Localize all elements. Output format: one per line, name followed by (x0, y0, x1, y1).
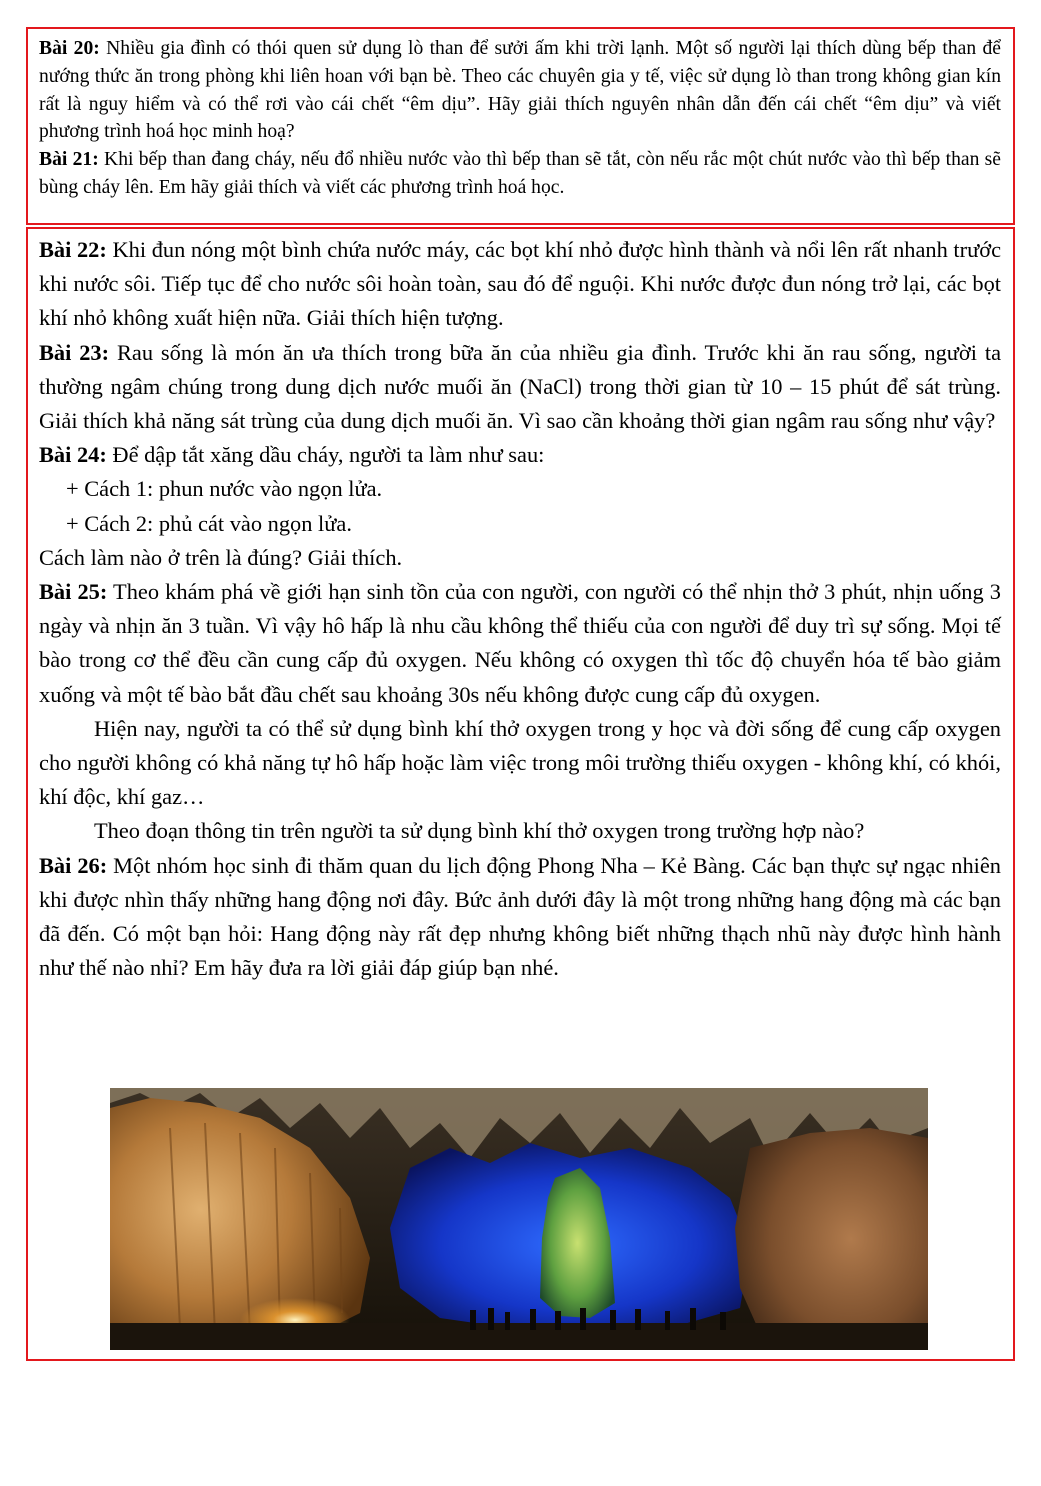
exercise-20 (39, 35, 1001, 146)
cave-photo (110, 1088, 928, 1350)
exercise-26-label: Bài 26: (39, 852, 108, 878)
exercise-25-label: Bài 25: (39, 579, 108, 605)
exercise-20-text: Nhiều gia đình có thói quen sử dụng lò than để sưởi ấm khi trời lạnh. Một số người lại thích dùng bếp than để nướng thức ăn trong phòng khi liên hoan với bạn bè. Theo các chuyên gia y tế, việc sử dụng lò than trong không gian kín rất là nguy hiểm và có thể rơi vào cái chết “êm dịu”. Hãy giải thích nguyên nhân dẫn đến cái chết “êm dịu” và viết phương trình hoá học minh hoạ? (39, 38, 1001, 143)
exercise-25-question: Theo đoạn thông tin trên người ta sử dụng bình khí thở oxygen trong trường hợp nào? (94, 818, 865, 844)
exercise-26-text: Một nhóm học sinh đi thăm quan du lịch động Phong Nha – Kẻ Bàng. Các bạn thực sự ngạc nhiên khi được nhìn thấy những hang động nơi đây. Bức ảnh dưới đây là một trong những hang động mà các bạn đã đến. Có một bạn hỏi: Hang động này rất đẹp nhưng không biết những thạch nhũ này được hình hành như thế nào nhỉ? Em hãy đưa ra lời giải đáp giúp bạn nhé. (39, 852, 1002, 981)
exercise-25-text: Theo khám phá về giới hạn sinh tồn của con người, con người có thể nhịn thở 3 phút, nhịn uống 3 ngày và nhịn ăn 3 tuần. Vì vậy hô hấp là nhu cầu không thể thiếu của con người để duy trì sự sống. Mọi tế bào trong cơ thể đều cần cung cấp đủ oxygen. Nếu không có oxygen thì tốc độ chuyển hóa tế bào giảm xuống và một tế bào bắt đầu chết sau khoảng 30s nếu không được cung cấp đủ oxygen. (39, 579, 1001, 707)
exercise-22-text: Khi đun nóng một bình chứa nước máy, các bọt khí nhỏ được hình thành và nổi lên rất nhanh trước khi nước sôi. Tiếp tục để cho nước sôi hoàn toàn, sau đó để nguội. Khi nước được đun nóng trở lại, các bọt khí nhỏ không xuất hiện nữa. Giải thích hiện tượng. (39, 237, 1002, 331)
exercise-23-label: Bài 23: (39, 339, 110, 365)
exercise-23 (39, 336, 1001, 439)
exercise-26 (39, 849, 1001, 986)
exercise-25-paragraph-2: Hiện nay, người ta có thể sử dụng bình khí thở oxygen trong y học và đời sống để cung cấp oxygen cho người không có khả năng tự hô hấp hoặc làm việc trong môi trường thiếu oxygen - không khí, có khói, khí độc, khí gaz… (39, 715, 1001, 810)
exercise-24-text: Để dập tắt xăng dầu cháy, người ta làm như sau: (106, 442, 545, 468)
exercise-25 (39, 575, 1001, 712)
exercise-21-text: Khi bếp than đang cháy, nếu đổ nhiều nước vào thì bếp than sẽ tắt, còn nếu rắc một chút nước vào thì bếp than sẽ bùng cháy lên. Em hãy giải thích và viết các phương trình hoá học. (39, 149, 1001, 198)
exercise-24-option-2: + Cách 2: phủ cát vào ngọn lửa. (66, 510, 352, 536)
exercise-24-label: Bài 24: (39, 442, 107, 468)
exercise-21 (39, 146, 1001, 202)
exercise-22-label: Bài 22: (39, 237, 107, 262)
exercise-box-1 (26, 27, 1015, 225)
exercise-21-label: Bài 21: (39, 149, 99, 171)
exercise-24-option-1: + Cách 1: phun nước vào ngọn lửa. (66, 476, 383, 502)
exercise-23-text: Rau sống là món ăn ưa thích trong bữa ăn của nhiều gia đình. Trước khi ăn rau sống, người ta thường ngâm chúng trong dung dịch nước muối ăn (NaCl) trong thời gian từ 10 – 15 phút để sát trùng. Giải thích khả năng sát trùng của dung dịch muối ăn. Vì sao cần khoảng thời gian ngâm rau sống như vậy? (39, 339, 1002, 434)
exercise-24-question: Cách làm nào ở trên là đúng? Giải thích. (39, 544, 403, 570)
exercise-22 (39, 233, 1001, 336)
exercise-24 (39, 438, 1001, 472)
exercise-20-label: Bài 20: (39, 38, 100, 59)
